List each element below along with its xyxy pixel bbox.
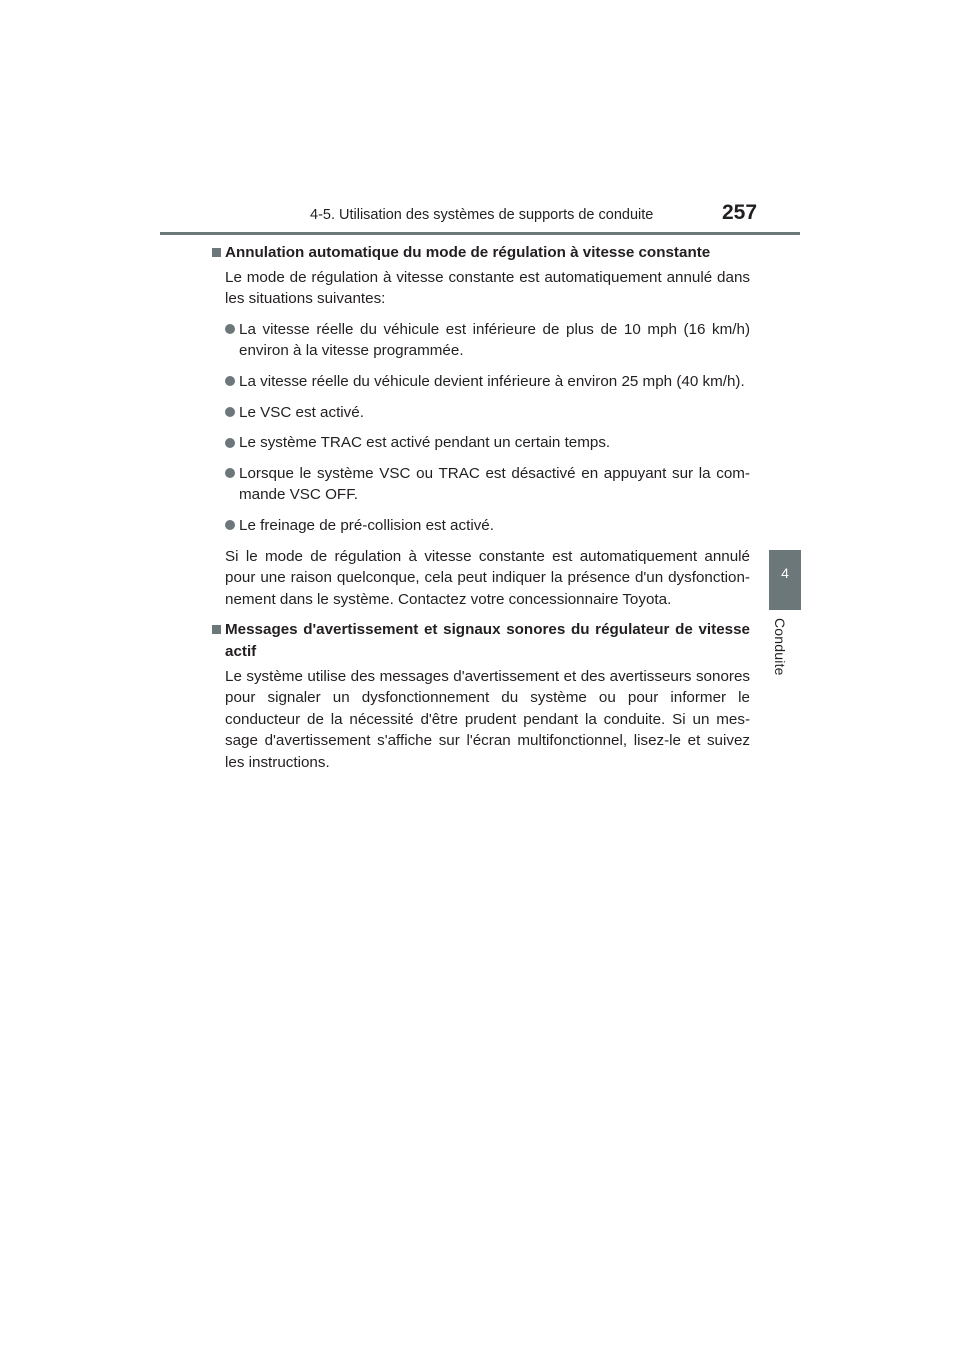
- list-item-text: Le VSC est activé.: [239, 403, 364, 421]
- section-heading-text: Messages d'avertissement et signaux sonores du régulateur de vitesse actif: [225, 621, 750, 660]
- section-heading-text: Annulation automatique du mode de régulation à vitesse constante: [225, 244, 711, 261]
- round-bullet-icon: [225, 376, 235, 386]
- chapter-label-wrap: [772, 618, 798, 688]
- square-bullet-icon: [212, 248, 221, 257]
- chapter-label: Conduite: [772, 618, 788, 676]
- list-item: [211, 463, 750, 506]
- list-item: [211, 402, 750, 424]
- round-bullet-icon: [225, 520, 235, 530]
- section-heading: [211, 242, 750, 264]
- section-heading: [211, 619, 750, 662]
- list-item: [211, 515, 750, 537]
- round-bullet-icon: [225, 324, 235, 334]
- list-item: [211, 319, 750, 362]
- square-bullet-icon: [212, 625, 221, 634]
- round-bullet-icon: [225, 468, 235, 478]
- section-title: 4-5. Utilisation des systèmes de supports de conduite: [310, 207, 654, 223]
- header-rule: [160, 232, 800, 235]
- round-bullet-icon: [225, 407, 235, 417]
- list-item-text: La vitesse réelle du véhicule est inférieure de plus de 10 mph (16 km/h) environ à la vitesse programmée.: [239, 320, 750, 360]
- list-item: [211, 371, 750, 393]
- round-bullet-icon: [225, 438, 235, 448]
- page-content: [211, 242, 750, 782]
- list-item-text: Lorsque le système VSC ou TRAC est désactivé en appuyant sur la com-mande VSC OFF.: [239, 464, 750, 504]
- list-item-text: La vitesse réelle du véhicule devient inférieure à environ 25 mph (40 km/h).: [239, 372, 745, 390]
- list-item: [211, 432, 750, 454]
- chapter-number: 4: [781, 565, 789, 581]
- page-number: 257: [722, 201, 758, 224]
- list-item-text: Le freinage de pré-collision est activé.: [239, 516, 494, 534]
- list-item-text: Le système TRAC est activé pendant un certain temps.: [239, 434, 611, 452]
- chapter-tab: [769, 550, 801, 610]
- paragraph: Le mode de régulation à vitesse constante est automatiquement annulé dans les situations suivantes:: [225, 268, 750, 308]
- paragraph: Le système utilise des messages d'avertissement et des avertisseurs sonores pour signaler un dysfonctionnement du système ou pour informer le conducteur de la nécessité d'être prudent pendant la conduite. Si un mes-sage d'avertissement s'affiche sur l'écran multifonctionnel, lisez-le et suivez les instructions.: [225, 667, 750, 771]
- paragraph: Si le mode de régulation à vitesse constante est automatiquement annulé pour une raison quelconque, cela peut indiquer la présence d'un dysfonction-nement dans le système. Contactez votre concessionnaire Toyota.: [225, 547, 750, 608]
